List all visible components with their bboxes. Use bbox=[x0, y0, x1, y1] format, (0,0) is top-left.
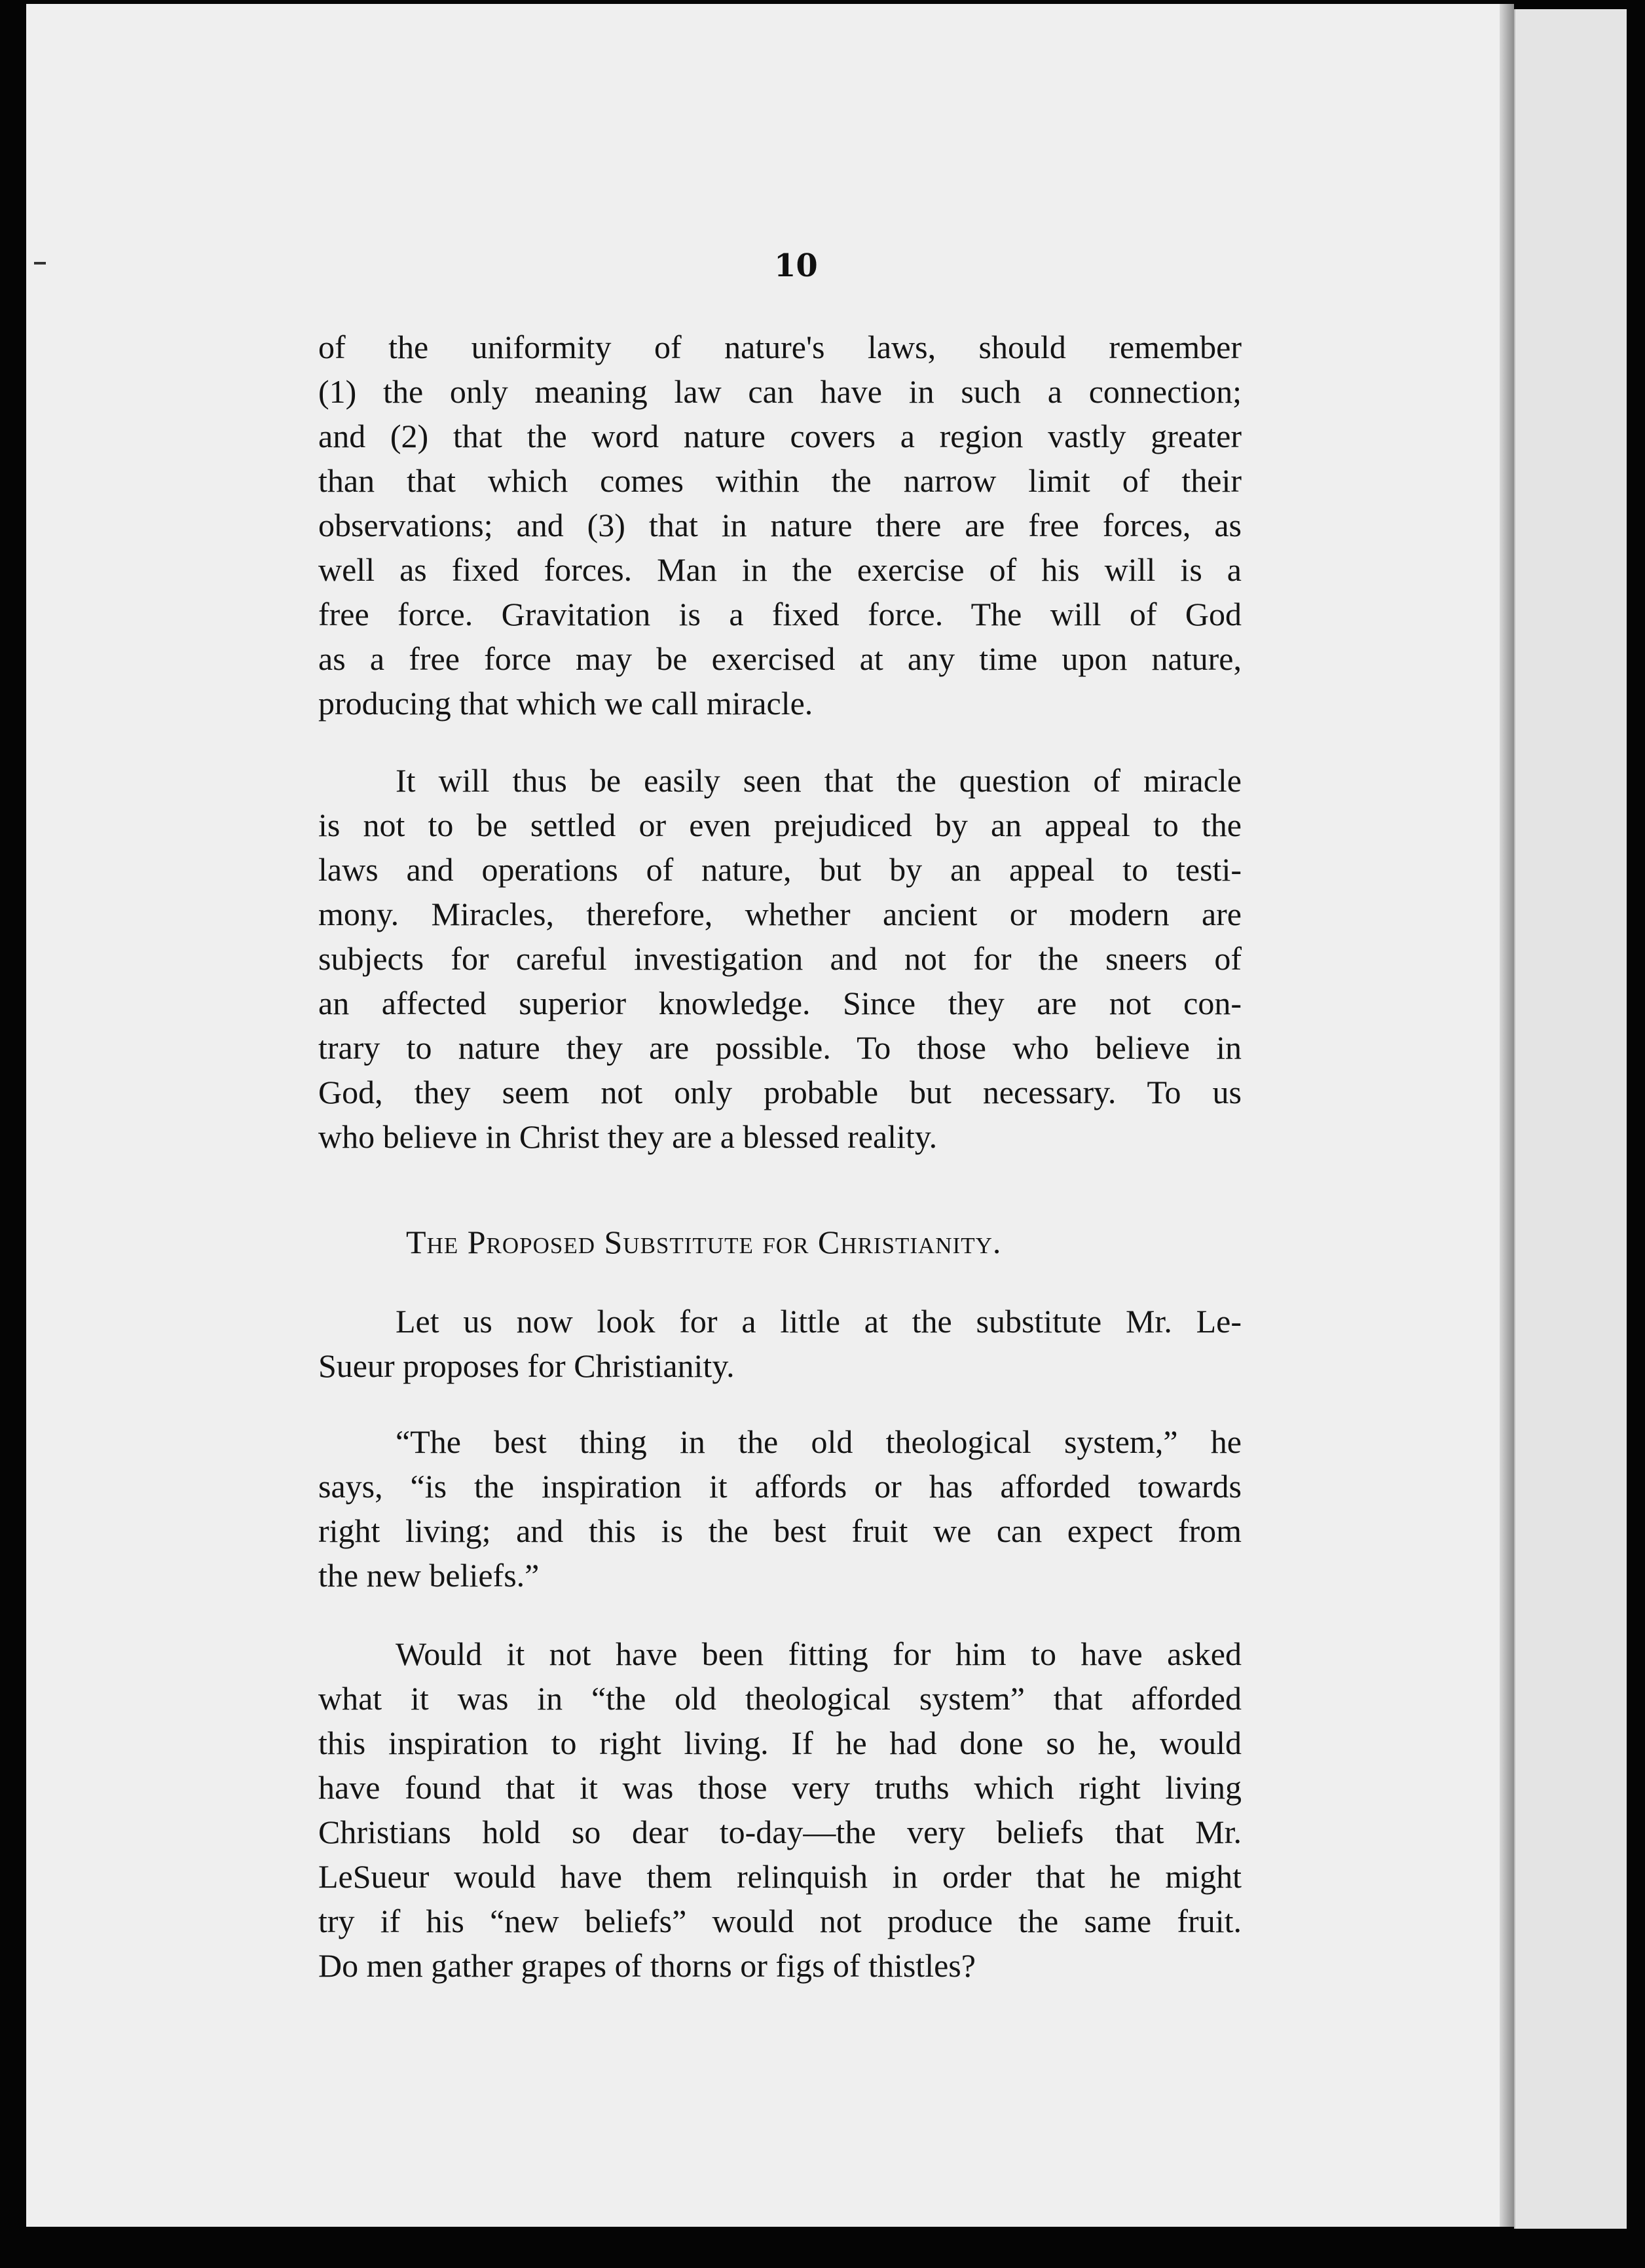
text-line: is not to be settled or even prejudiced by an appeal to the bbox=[318, 807, 1242, 843]
text-line: Christians hold so dear to-day—the very beliefs that Mr. bbox=[318, 1814, 1242, 1850]
text-line: free force. Gravitation is a fixed force. The will of God bbox=[318, 596, 1242, 632]
text-line: than that which comes within the narrow limit of their bbox=[318, 462, 1242, 499]
text-line: trary to nature they are possible. To those who believe in bbox=[318, 1029, 1242, 1066]
text-line: this inspiration to right living. If he had done so he, would bbox=[318, 1725, 1242, 1761]
text-line: mony. Miracles, therefore, whether ancient or modern are bbox=[318, 896, 1242, 932]
text-line: the new beliefs.” bbox=[318, 1557, 540, 1594]
text-line: Would it not have been fitting for him to have asked bbox=[396, 1636, 1242, 1672]
page-number: 10 bbox=[774, 247, 818, 284]
paragraph-1 bbox=[318, 325, 1242, 725]
text-line: laws and operations of nature, but by an appeal to testi- bbox=[318, 851, 1242, 888]
text-line: Sueur proposes for Christianity. bbox=[318, 1347, 735, 1384]
adjacent-page-edge bbox=[1514, 9, 1627, 2229]
paragraph-2 bbox=[318, 758, 1242, 1159]
binding-gutter bbox=[1500, 4, 1514, 2227]
paragraph-4 bbox=[318, 1419, 1242, 1598]
text-line: who believe in Christ they are a blessed reality. bbox=[318, 1118, 938, 1155]
text-line: observations; and (3) that in nature there are free forces, as bbox=[318, 507, 1242, 543]
text-line: God, they seem not only probable but necessary. To us bbox=[318, 1074, 1242, 1110]
text-line: Do men gather grapes of thorns or figs of thistles? bbox=[318, 1947, 976, 1984]
text-line: Let us now look for a little at the substitute Mr. Le- bbox=[396, 1303, 1242, 1340]
text-line: have found that it was those very truths which right living bbox=[318, 1769, 1242, 1806]
text-line: It will thus be easily seen that the question of miracle bbox=[396, 762, 1242, 799]
section-heading: The Proposed Substitute for Christianity. bbox=[406, 1224, 1002, 1260]
text-line: of the uniformity of nature's laws, should remember bbox=[318, 329, 1242, 365]
text-line: well as fixed forces. Man in the exercise of his will is a bbox=[318, 551, 1242, 588]
text-line: says, “is the inspiration it affords or has afforded towards bbox=[318, 1468, 1242, 1505]
text-line: right living; and this is the best fruit we can expect from bbox=[318, 1512, 1242, 1549]
text-line: producing that which we call miracle. bbox=[318, 685, 813, 722]
text-line: try if his “new beliefs” would not produce the same fruit. bbox=[318, 1903, 1242, 1939]
paragraph-5 bbox=[318, 1632, 1242, 1988]
text-line: (1) the only meaning law can have in such a connection; bbox=[318, 373, 1242, 410]
text-line: LeSueur would have them relinquish in order that he might bbox=[318, 1858, 1242, 1895]
text-line: what it was in “the old theological system” that afforded bbox=[318, 1680, 1242, 1717]
text-line: as a free force may be exercised at any time upon nature, bbox=[318, 640, 1242, 677]
text-line: and (2) that the word nature covers a region vastly greater bbox=[318, 418, 1242, 454]
text-line: an affected superior knowledge. Since they are not con- bbox=[318, 985, 1242, 1021]
margin-mark bbox=[34, 262, 46, 265]
text-line: “The best thing in the old theological system,” he bbox=[396, 1423, 1242, 1460]
paragraph-3 bbox=[318, 1299, 1242, 1388]
text-line: subjects for careful investigation and not for the sneers of bbox=[318, 940, 1242, 977]
